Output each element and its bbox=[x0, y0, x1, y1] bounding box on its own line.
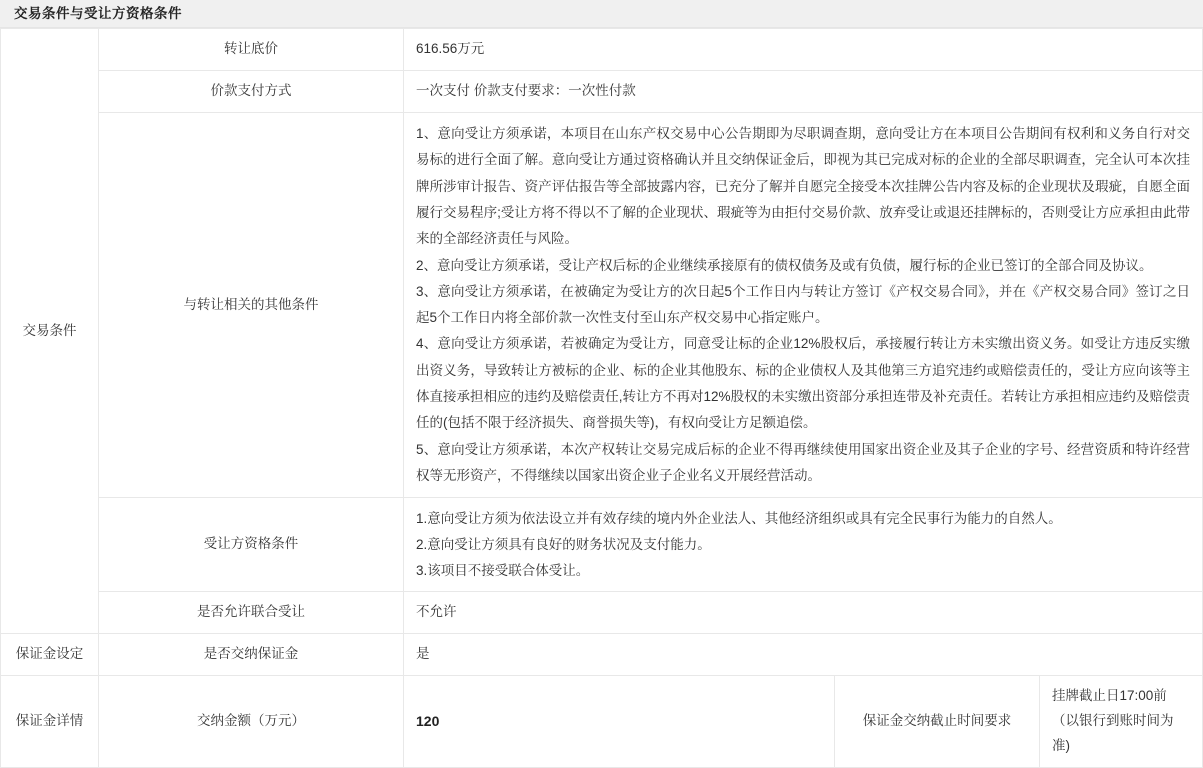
table-row-transferee-qualification bbox=[1, 498, 1203, 592]
other-conditions-paragraph-3: 3、意向受让方须承诺，在被确定为受让方的次日起5个工作日内与转让方签订《产权交易合同》，并在《产权交易合同》签订之日起5个工作日内将全部价款一次性支付至山东产权交易中心指定账户。 bbox=[416, 283, 1190, 326]
group-label-deposit-setting: 保证金设定 bbox=[1, 634, 99, 676]
other-conditions-paragraph-5: 5、意向受让方须承诺，本次产权转让交易完成后标的企业不得再继续使用国家出资企业及其子企业的字号、经营资质和特许经营权等无形资产，不得继续以国家出资企业子企业名义开展经营活动。 bbox=[416, 441, 1190, 483]
table-row-deposit-setting bbox=[1, 634, 1203, 676]
value-deposit-deadline: 挂牌截止日17:00前（以银行到账时间为准) bbox=[1039, 676, 1202, 768]
label-deposit-amount: 交纳金额（万元） bbox=[99, 676, 404, 768]
value-payment-method: 一次支付 价款支付要求：一次性付款 bbox=[404, 70, 1203, 112]
qualification-paragraph-3: 3.该项目不接受联合体受让。 bbox=[416, 562, 590, 578]
label-payment-method: 价款支付方式 bbox=[99, 70, 404, 112]
value-deposit-required: 是 bbox=[404, 634, 1203, 676]
table-row-other-conditions bbox=[1, 112, 1203, 497]
label-deposit-deadline: 保证金交纳截止时间要求 bbox=[834, 676, 1039, 768]
label-joint-transfer: 是否允许联合受让 bbox=[99, 592, 404, 634]
other-conditions-paragraph-2: 2、意向受让方须承诺，受让产权后标的企业继续承接原有的债权债务及或有负债，履行标的企业已签订的全部合同及协议。 bbox=[416, 257, 1153, 273]
label-other-conditions: 与转让相关的其他条件 bbox=[99, 112, 404, 497]
deposit-amount-text: 120 bbox=[416, 712, 440, 729]
table-row-joint-transfer bbox=[1, 592, 1203, 634]
value-base-price: 616.56万元 bbox=[404, 29, 1203, 71]
value-transferee-qualification bbox=[404, 498, 1203, 592]
other-conditions-paragraph-4: 4、意向受让方须承诺，若被确定为受让方，同意受让标的企业12%股权后，承接履行转让方未实缴出资义务。如受让方违反实缴出资义务，导致转让方被标的企业、标的企业其他股东、标的企业债权人及其他第三方追究违约或赔偿责任的，受让方应向该等主体直接承担相应的违约及赔偿责任,转让方不再对12%股权的未实缴出资部分承担连带及补充责任。若转让方承担相应违约及赔偿责任的(包括不限于经济损失、商誉损失等)，有权向受让方足额追偿。 bbox=[416, 336, 1190, 431]
qualification-paragraph-1: 1.意向受让方须为依法设立并有效存续的境内外企业法人、其他经济组织或具有完全民事行为能力的自然人。 bbox=[416, 511, 1062, 527]
label-deposit-required: 是否交纳保证金 bbox=[99, 634, 404, 676]
section-title: 交易条件与受让方资格条件 bbox=[0, 0, 1203, 28]
value-other-conditions bbox=[404, 112, 1203, 497]
label-base-price: 转让底价 bbox=[99, 29, 404, 71]
table-row-deposit-details bbox=[1, 676, 1203, 768]
other-conditions-paragraph-1: 1、意向受让方须承诺，本项目在山东产权交易中心公告期即为尽职调查期，意向受让方在本项目公告期间有权利和义务自行对交易标的进行全面了解。意向受让方通过资格确认并且交纳保证金后，即视为其已完成对标的企业的全部尽职调查，完全认可本次挂牌所涉审计报告、资产评估报告等全部披露内容，已充分了解并自愿完全接受本次挂牌公告内容及标的企业现状及瑕疵，自愿全面履行交易程序;受让方将不得以不了解的企业现状、瑕疵等为由拒付交易价款、放弃受让或退还挂牌标的，否则受让方应承担由此带来的全部经济责任与风险。 bbox=[416, 125, 1190, 247]
table-row-payment-method bbox=[1, 70, 1203, 112]
qualification-paragraph-2: 2.意向受让方须具有良好的财务状况及支付能力。 bbox=[416, 536, 711, 552]
deposit-table bbox=[0, 633, 1203, 768]
label-transferee-qualification: 受让方资格条件 bbox=[99, 498, 404, 592]
group-label-deposit-details: 保证金详情 bbox=[1, 676, 99, 768]
value-deposit-amount bbox=[404, 676, 835, 768]
transaction-conditions-table bbox=[0, 28, 1203, 634]
group-label-trade-conditions: 交易条件 bbox=[1, 29, 99, 634]
value-joint-transfer: 不允许 bbox=[404, 592, 1203, 634]
table-row-base-price bbox=[1, 29, 1203, 71]
